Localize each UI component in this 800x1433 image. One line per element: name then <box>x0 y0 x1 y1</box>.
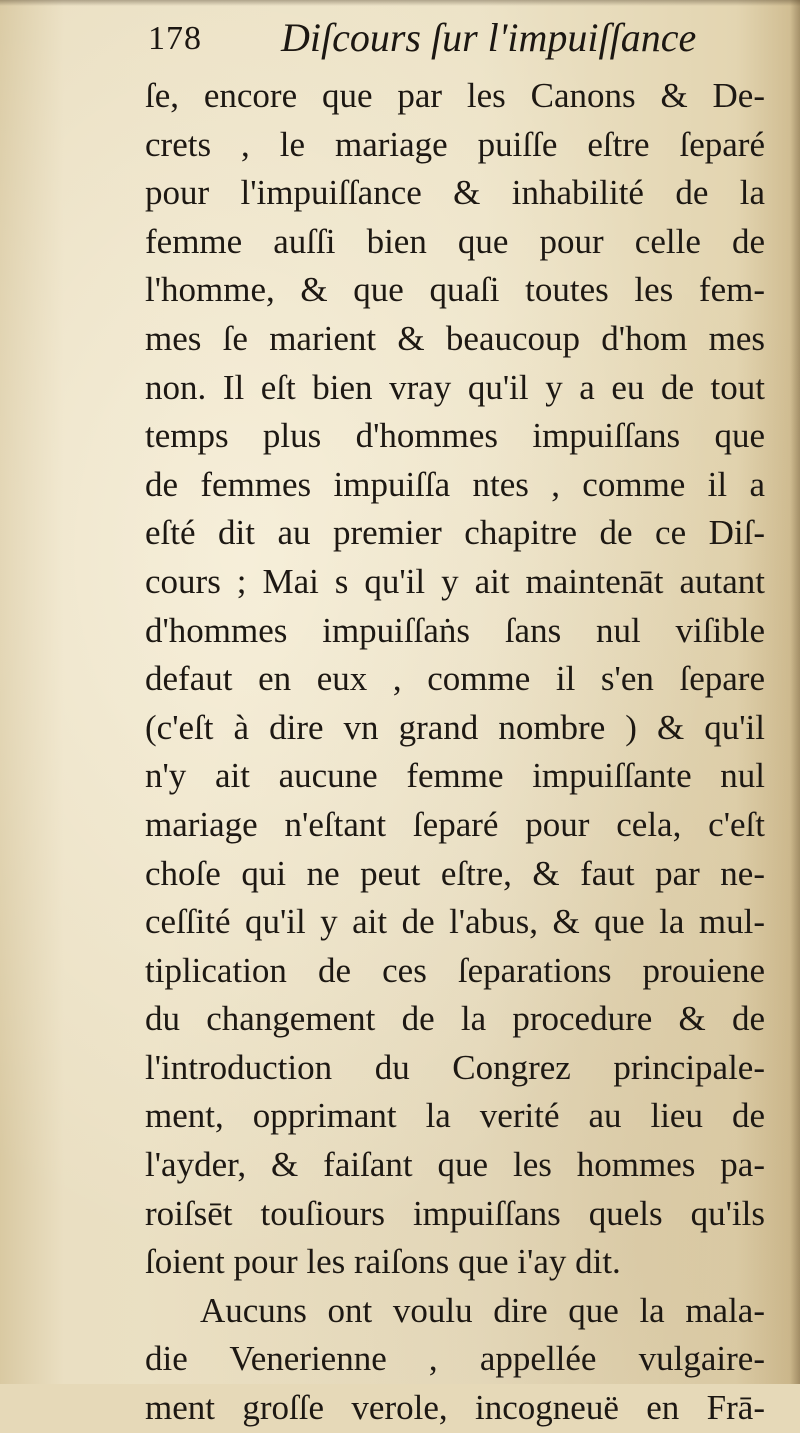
running-title: Diſcours ſur l'impuiſſance <box>281 15 697 60</box>
text-line: eſté dit au premier chapitre de ce Diſ- <box>145 513 765 553</box>
text-line: (c'eſt à dire vn grand nombre ) & qu'il <box>145 707 765 747</box>
text-line: l'ayder, & faiſant que les hommes pa- <box>145 1145 765 1185</box>
text-line: ſe, encore que par les Canons & De- <box>145 76 765 115</box>
paragraph-end-line: ſoient pour les raiſons que i'ay dit. <box>145 1242 621 1282</box>
text-line: ment, opprimant la verité au lieu de <box>145 1096 765 1136</box>
text-line: temps plus d'hommes impuiſſans que <box>145 416 765 456</box>
text-line: n'y ait aucune femme impuiſſante nul <box>145 756 765 796</box>
text-line: crets , le mariage puiſſe eſtre ſeparé <box>145 124 765 164</box>
page-number: 178 <box>148 20 202 57</box>
page-edge-shadow <box>790 0 800 1384</box>
text-line: d'hommes impuiſſaṅs ſans nul viſible <box>145 610 765 650</box>
text-line: de femmes impuiſſa ntes , comme il a <box>145 464 765 504</box>
text-line: defaut en eux , comme il s'en ſepare <box>145 659 765 699</box>
text-line: ment groſſe verole, incogneuë en Frā- <box>145 1388 765 1428</box>
text-line: non. Il eſt bien vray qu'il y a eu de tout <box>145 367 765 407</box>
text-line: tiplication de ces ſeparations prouiene <box>145 950 765 990</box>
text-line: l'introduction du Congrez principale- <box>145 1047 765 1087</box>
text-line: pour l'impuiſſance & inhabilité de la <box>145 173 765 213</box>
body-text <box>145 72 765 1433</box>
text-line: roiſsēt touſiours impuiſſans quels qu'ils <box>145 1193 765 1233</box>
text-line: die Venerienne , appellée vulgaire- <box>145 1339 765 1379</box>
text-line: ceſſité qu'il y ait de l'abus, & que la mul- <box>145 902 765 942</box>
page-top-shadow <box>0 0 800 6</box>
text-line: du changement de la procedure & de <box>145 999 765 1039</box>
text-line: choſe qui ne peut eſtre, & faut par ne- <box>145 853 765 893</box>
text-line: l'homme, & que quaſi toutes les fem- <box>145 270 765 310</box>
text-line: mes ſe marient & beaucoup d'hom mes <box>145 318 765 358</box>
page-header <box>148 14 768 66</box>
text-line: mariage n'eſtant ſeparé pour cela, c'eſt <box>145 804 765 844</box>
paragraph-start-line: Aucuns ont voulu dire que la mala- <box>200 1290 765 1330</box>
text-line: femme auſſi bien que pour celle de <box>145 221 765 261</box>
text-line: cours ; Mai s qu'il y ait maintenāt autant <box>145 561 765 601</box>
